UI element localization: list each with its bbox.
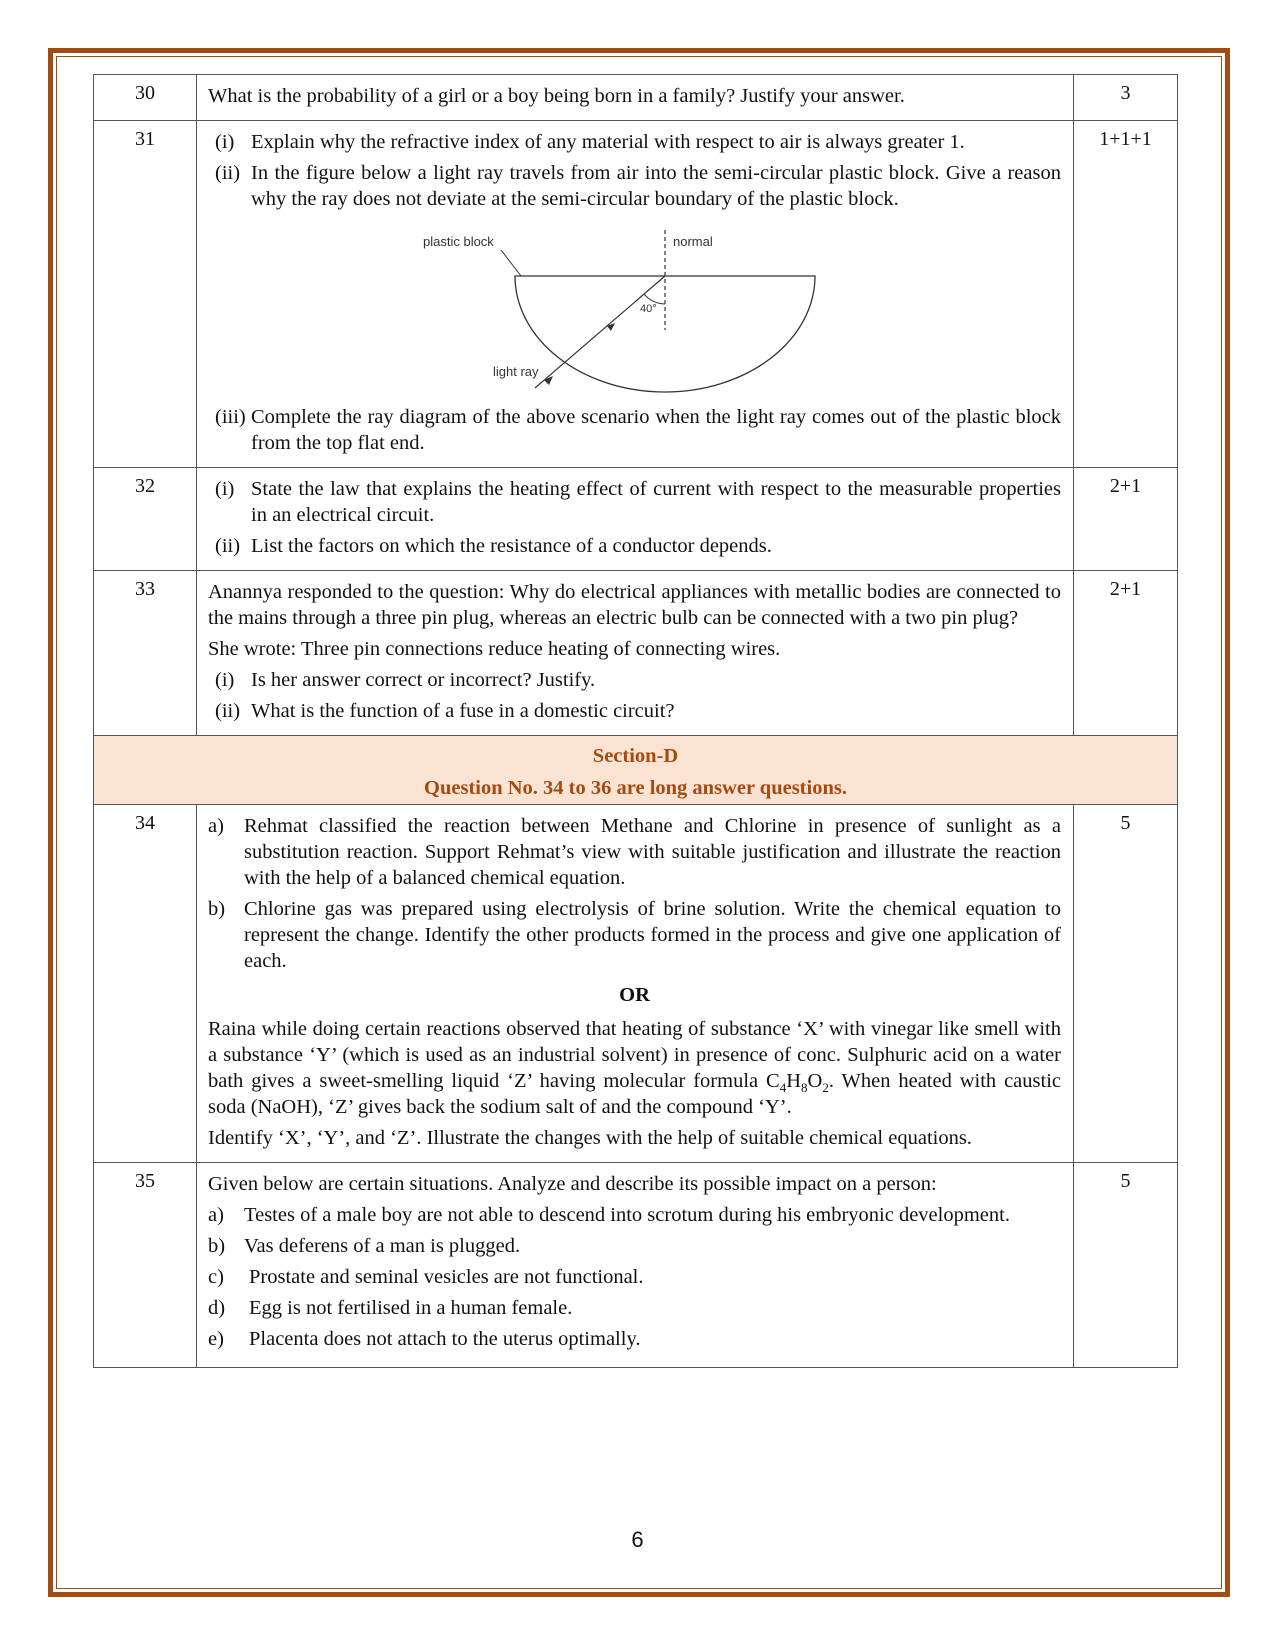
sub-question xyxy=(208,476,1061,528)
sub-question-label: (ii) xyxy=(215,535,241,557)
question-intro: Given below are certain situations. Analyze and describe its possible impact on a person: xyxy=(208,1173,937,1195)
sub-question-text: Complete the ray diagram of the above scenario when the light ray comes out of the plastic block from the top flat end. xyxy=(251,406,1061,454)
sub-question xyxy=(208,533,1061,559)
sub-question-text: Testes of a male boy are not able to descend into scrotum during his embryonic development. xyxy=(244,1204,1010,1226)
question-row-35 xyxy=(94,1163,1178,1368)
sub-question-label: a) xyxy=(208,1204,224,1226)
light-ray xyxy=(535,276,665,388)
sub-question-label: d) xyxy=(208,1297,226,1319)
sub-question xyxy=(208,129,1061,155)
question-number: 35 xyxy=(94,1163,197,1368)
question-row-34 xyxy=(94,805,1178,1163)
sub-question-label: e) xyxy=(208,1328,224,1350)
sub-question xyxy=(208,667,1061,693)
sub-question xyxy=(208,1202,1061,1228)
sub-question-label: (ii) xyxy=(215,700,241,722)
sub-question-text: Vas deferens of a man is plugged. xyxy=(244,1235,521,1257)
question-body xyxy=(197,1163,1074,1368)
sub-question-label: (i) xyxy=(215,131,235,153)
plastic-block-label: plastic block xyxy=(423,234,494,249)
question-marks: 5 xyxy=(1074,1163,1178,1368)
question-text: What is the probability of a girl or a boy being born in a family? Justify your answer. xyxy=(208,85,905,107)
question-marks: 3 xyxy=(1074,75,1178,121)
alternative-question xyxy=(208,1016,1061,1120)
sub-question-text: Is her answer correct or incorrect? Justify. xyxy=(251,669,596,691)
alternative-final: Identify ‘X’, ‘Y’, and ‘Z’. Illustrate the changes with the help of suitable chemical equations. xyxy=(208,1127,972,1149)
question-marks: 1+1+1 xyxy=(1074,121,1178,468)
sub-question xyxy=(208,813,1061,891)
sub-question xyxy=(208,404,1061,456)
section-subtitle: Question No. 34 to 36 are long answer questions. xyxy=(424,777,847,799)
sub-question-text: State the law that explains the heating effect of current with respect to the measurable properties in an electrical circuit. xyxy=(251,478,1061,526)
sub-question-text: Placenta does not attach to the uterus optimally. xyxy=(249,1328,641,1350)
sub-question xyxy=(208,1233,1061,1259)
sub-question xyxy=(208,698,1061,724)
question-row-33 xyxy=(94,571,1178,736)
sub-question-label: (iii) xyxy=(215,406,246,428)
sub-question-text: Chlorine gas was prepared using electrolysis of brine solution. Write the chemical equation to represent the change. Identify the other products formed in the process and give one application of each. xyxy=(244,898,1061,972)
light-ray-label: light ray xyxy=(493,364,539,379)
question-row-30 xyxy=(94,75,1178,121)
questions-table xyxy=(93,74,1178,1368)
sub-question xyxy=(208,160,1061,212)
sub-question-text: List the factors on which the resistance of a conductor depends. xyxy=(251,535,772,557)
page-number: 6 xyxy=(631,1527,644,1552)
sub-question-label: b) xyxy=(208,898,226,920)
sub-question xyxy=(208,896,1061,974)
sub-question-label: (ii) xyxy=(215,162,241,184)
question-body xyxy=(197,121,1074,468)
sub-question xyxy=(208,1326,1061,1352)
sub-question-text: Explain why the refractive index of any material with respect to air is always greater 1. xyxy=(251,131,965,153)
alternative-text-part2: . When heated with caustic soda (NaOH), ‘Z’ gives back the sodium salt of and the compound ‘Y’. xyxy=(208,1070,1062,1118)
sub-question-label: (i) xyxy=(215,478,235,500)
question-number: 31 xyxy=(94,121,197,468)
question-marks: 2+1 xyxy=(1074,468,1178,571)
question-marks: 2+1 xyxy=(1074,571,1178,736)
question-body xyxy=(197,805,1074,1163)
normal-label: normal xyxy=(673,234,713,249)
question-row-31 xyxy=(94,121,1178,468)
sub-question-label: (i) xyxy=(215,669,235,691)
question-row-32 xyxy=(94,468,1178,571)
section-d-header xyxy=(94,736,1178,805)
plastic-block-diagram xyxy=(413,224,833,396)
sub-question-text: Rehmat classified the reaction between Methane and Chlorine in presence of sunlight as a substitution reaction. Support Rehmat’s view with suitable justification and illustrate the reaction with the help of a balanced chemical equation. xyxy=(244,815,1061,889)
question-number: 30 xyxy=(94,75,197,121)
question-intro: Anannya responded to the question: Why do electrical appliances with metallic bodies are connected to the mains through a three pin plug, whereas an electric bulb can be connected with a two pin plug? xyxy=(208,581,1061,629)
sub-question-label: a) xyxy=(208,815,224,837)
alternative-text-part1: Raina while doing certain reactions observed that heating of substance ‘X’ with vinegar like smell with a substance ‘Y’ (which is used as an industrial solvent) in presence of conc. Sulphuric acid on a water bath gives a sweet-smelling liquid ‘Z’ having molecular formula xyxy=(208,1018,1061,1092)
sub-question xyxy=(208,1295,1061,1321)
question-body xyxy=(197,571,1074,736)
angle-label: 40° xyxy=(640,303,657,315)
sub-question-text: What is the function of a fuse in a domestic circuit? xyxy=(251,700,675,722)
question-number: 34 xyxy=(94,805,197,1163)
sub-question-label: b) xyxy=(208,1235,226,1257)
question-body xyxy=(197,468,1074,571)
sub-question-text: Egg is not fertilised in a human female. xyxy=(249,1297,573,1319)
ray-arrow-outside xyxy=(544,376,553,385)
question-number: 33 xyxy=(94,571,197,736)
section-d-cell xyxy=(94,736,1178,805)
molecular-formula: $C_4H_8O_2$ xyxy=(766,1070,829,1096)
section-title: Section-D xyxy=(592,745,679,767)
or-divider: OR xyxy=(619,984,650,1006)
sub-question xyxy=(208,1264,1061,1290)
question-statement: She wrote: Three pin connections reduce heating of connecting wires. xyxy=(208,638,781,660)
sub-question-label: c) xyxy=(208,1266,224,1288)
question-body xyxy=(197,75,1074,121)
question-marks: 5 xyxy=(1074,805,1178,1163)
sub-question-text: Prostate and seminal vesicles are not functional. xyxy=(249,1266,644,1288)
plastic-block-pointer xyxy=(501,250,521,276)
question-number: 32 xyxy=(94,468,197,571)
sub-question-text: In the figure below a light ray travels from air into the semi-circular plastic block. Give a reason why the ray does not deviate at the semi-circular boundary of the plastic block. xyxy=(251,162,1061,210)
